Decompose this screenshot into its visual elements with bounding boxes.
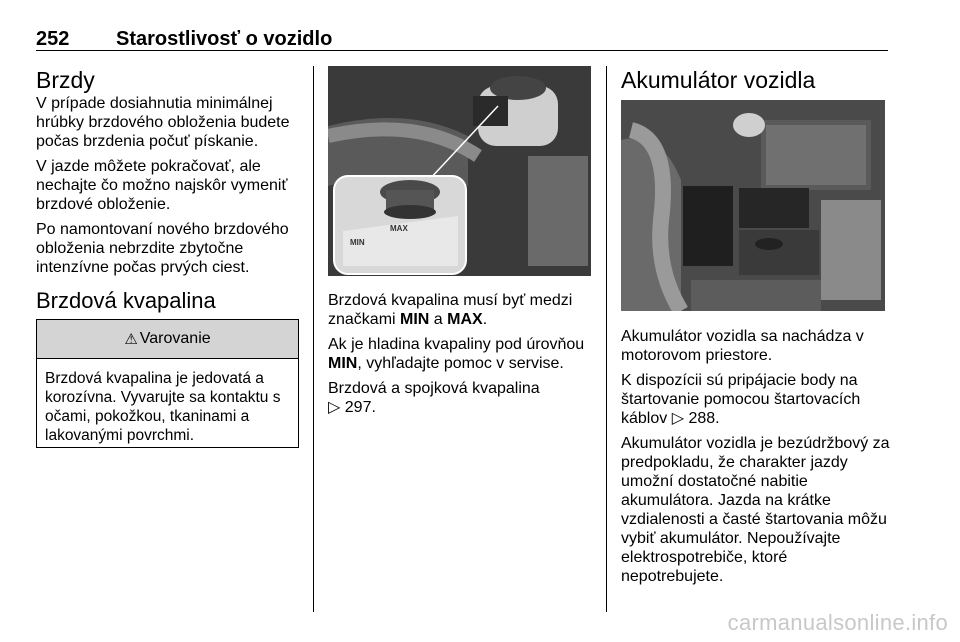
battery-p2-text: K dispozícii sú pripájacie body na štartovanie pomocou štartovacích káblov	[621, 372, 861, 427]
brakes-heading: Brzdy	[36, 67, 95, 93]
page-ref-arrow-icon: ▷	[328, 399, 341, 416]
fluid-paragraph-1	[328, 291, 598, 329]
fluid-p1-end: .	[482, 311, 488, 328]
warning-box	[36, 319, 299, 448]
min-marking-label: MIN	[350, 238, 365, 247]
brakes-paragraph-2: V jazde môžete pokračovať, ale nechajte čo možno najskôr vymeniť brzdové obloženie.	[36, 158, 288, 213]
fluid-page-ref[interactable]: 297.	[344, 399, 376, 416]
max-marking-label: MAX	[390, 224, 408, 233]
battery-heading: Akumulátor vozidla	[621, 67, 816, 93]
column-1	[36, 66, 301, 283]
brakes-paragraph-3: Po namontovaní nového brzdového obloženia nebrzdite zbytočne intenzívne počas prvých ciest.	[36, 221, 289, 276]
brake-fluid-reservoir-illustration	[328, 66, 591, 276]
chapter-title: Starostlivosť o vozidlo	[116, 28, 333, 50]
battery-paragraph-1: Akumulátor vozidla sa nachádza v motorovom priestore.	[621, 328, 864, 364]
fluid-p1-and: a	[429, 311, 448, 328]
header-divider	[36, 50, 888, 51]
column-divider-2	[606, 66, 607, 612]
brake-fluid-heading: Brzdová kvapalina	[36, 288, 216, 313]
battery-paragraph-3: Akumulátor vozidla je bezúdržbový za predpokladu, že charakter jazdy umožní dostatočné nabitie akumulátora. Jazda na krátke vzdialenosti a časté štartovania môžu vybiť akumulátor. Nepoužívajte elektrospotrebiče, ktoré nepotrebujete.	[621, 435, 890, 585]
watermark: carmanualsonline.info	[727, 610, 948, 635]
column-3-text	[621, 327, 893, 592]
battery-photo	[621, 100, 885, 311]
max-label: MAX	[447, 311, 483, 328]
column-divider-1	[313, 66, 314, 612]
warning-text: Brzdová kvapalina je jedovatá a korozívna. Vyvarujte sa kontaktu s očami, pokožkou, tkaninami a lakovanými povrchmi.	[45, 370, 281, 444]
fluid-paragraph-3	[328, 379, 598, 417]
fluid-paragraph-2	[328, 335, 598, 373]
fluid-p3-text: Brzdová a spojková kvapalina	[328, 380, 540, 397]
page-number: 252	[36, 28, 70, 50]
warning-triangle-icon: ⚠	[124, 331, 138, 348]
brake-fluid-reservoir-photo	[328, 66, 591, 276]
warning-title: Varovanie	[139, 330, 211, 347]
page-ref-arrow-icon: ▷	[671, 410, 685, 427]
battery-page-ref[interactable]: 288.	[688, 410, 720, 427]
fluid-p1-text: Brzdová kvapalina musí byť medzi značkami	[328, 292, 573, 328]
warning-header	[37, 320, 298, 359]
fluid-p2-end: , vyhľadajte pomoc v servise.	[357, 355, 564, 372]
engine-bay-battery-illustration	[621, 100, 885, 311]
column-2-text	[328, 291, 598, 423]
fluid-p2-text: Ak je hladina kvapaliny pod úrovňou	[328, 336, 585, 353]
min-label-2: MIN	[328, 355, 358, 372]
battery-paragraph-2	[621, 371, 893, 428]
brakes-paragraph-1: V prípade dosiahnutia minimálnej hrúbky brzdového obloženia budete počas brzdenia počuť pískanie.	[36, 95, 290, 150]
min-label: MIN	[400, 311, 430, 328]
